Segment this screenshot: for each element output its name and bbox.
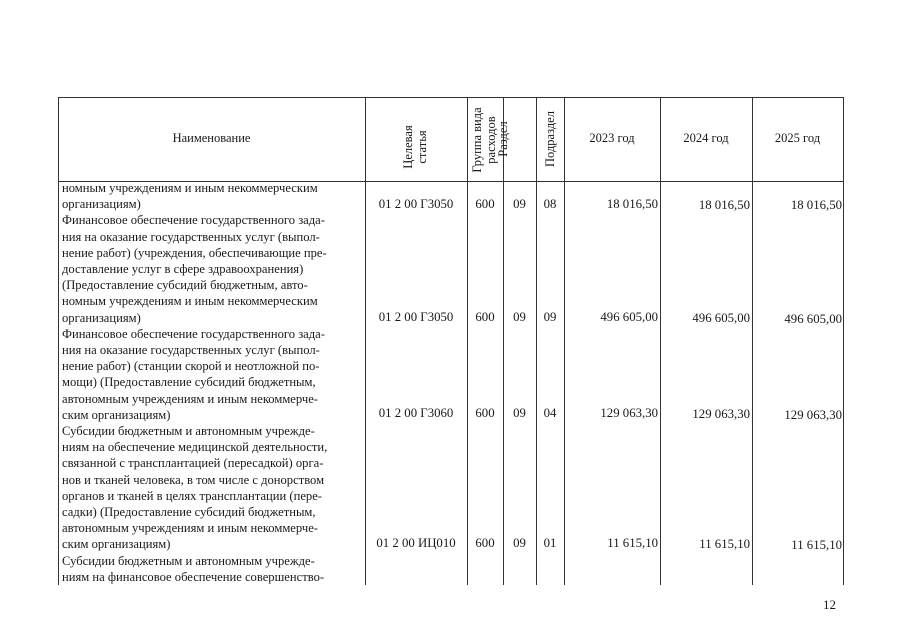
row3-target: 01 2 00 Г3060 bbox=[378, 406, 454, 420]
header-subsection: Подраздел bbox=[543, 111, 557, 167]
description-line: связанной с трансплантацией (пересадкой) орга- bbox=[62, 456, 324, 471]
col-divider-group bbox=[467, 97, 468, 585]
description-line: ния на оказание государственных услуг (выпол- bbox=[62, 229, 320, 244]
page-number: 12 bbox=[823, 597, 836, 612]
row1-2024: 18 016,50 bbox=[698, 198, 750, 212]
description-line: органов и тканей в целях трансплантации (пере- bbox=[62, 488, 322, 503]
header-group-line1: Группа вида bbox=[470, 107, 484, 173]
description-line: ниям на обеспечение медицинской деятельности, bbox=[62, 440, 328, 455]
description-line: садки) (Предоставление субсидий бюджетным, bbox=[62, 505, 316, 520]
row2-subsection: 09 bbox=[543, 310, 557, 324]
header-section: Раздел bbox=[496, 121, 510, 157]
row3-2023: 129 063,30 bbox=[600, 406, 658, 420]
description-line: ния на оказание государственных услуг (выпол- bbox=[62, 343, 320, 358]
row1-group: 600 bbox=[475, 197, 495, 211]
description-line: (Предоставление субсидий бюджетным, авто- bbox=[62, 278, 308, 293]
row3-2024: 129 063,30 bbox=[692, 407, 750, 421]
row1-subsection: 08 bbox=[543, 197, 557, 211]
col-divider-2025 bbox=[752, 97, 753, 585]
row4-2024: 11 615,10 bbox=[699, 537, 750, 551]
description-line: номным учреждениям и иным некоммерческим bbox=[62, 294, 318, 309]
row2-2025: 496 605,00 bbox=[784, 312, 842, 326]
header-year-2023: 2023 год bbox=[589, 131, 635, 145]
description-line: номным учреждениям и иным некоммерческим bbox=[62, 181, 318, 195]
row4-section: 09 bbox=[513, 536, 526, 550]
table-border-top bbox=[58, 97, 844, 98]
description-line: нение работ) (учреждения, обеспечивающие пре- bbox=[62, 245, 327, 260]
description-line: доставление услуг в сфере здравоохранения) bbox=[62, 262, 304, 277]
row1-target: 01 2 00 Г3050 bbox=[378, 197, 454, 211]
header-year-2025: 2025 год bbox=[774, 131, 821, 145]
col-divider-2023 bbox=[564, 97, 565, 585]
header-target-line1: Целевая bbox=[401, 125, 415, 169]
table-border-right bbox=[843, 97, 844, 585]
col-divider-2024 bbox=[660, 97, 661, 585]
description-line: ниям на финансовое обеспечение совершенство- bbox=[62, 569, 325, 584]
row2-2023: 496 605,00 bbox=[600, 310, 658, 324]
header-year-2024: 2024 год bbox=[683, 131, 729, 145]
description-line: Финансовое обеспечение государственного зада- bbox=[62, 213, 325, 228]
row1-section: 09 bbox=[513, 197, 526, 211]
description-line: ским организациям) bbox=[62, 407, 171, 422]
row3-section: 09 bbox=[513, 406, 526, 420]
col-divider-subsection bbox=[536, 97, 537, 585]
row2-group: 600 bbox=[475, 310, 495, 324]
row3-2025: 129 063,30 bbox=[784, 408, 842, 422]
header-target-article bbox=[401, 97, 431, 197]
description-line: автономным учреждениям и иным некоммерче- bbox=[62, 521, 318, 536]
row4-2023: 11 615,10 bbox=[607, 536, 658, 550]
row3-subsection: 04 bbox=[543, 406, 557, 420]
description-column bbox=[62, 180, 358, 585]
col-divider-section bbox=[503, 97, 504, 585]
row1-2025: 18 016,50 bbox=[790, 198, 842, 212]
header-target-line2: статья bbox=[415, 130, 429, 164]
row2-target: 01 2 00 Г3050 bbox=[378, 310, 454, 324]
description-line: организациям) bbox=[62, 197, 141, 212]
description-line: Субсидии бюджетным и автономным учрежде- bbox=[62, 424, 315, 439]
header-group-line2: расходов bbox=[484, 116, 498, 164]
table-border-left bbox=[58, 97, 59, 585]
row4-2025: 11 615,10 bbox=[791, 538, 842, 552]
col-divider-target bbox=[365, 97, 366, 585]
row4-target: 01 2 00 ИЦ010 bbox=[376, 536, 456, 550]
row3-group: 600 bbox=[475, 406, 495, 420]
description-line: Субсидии бюджетным и автономным учрежде- bbox=[62, 553, 315, 568]
header-name: Наименование bbox=[172, 131, 251, 145]
row4-subsection: 01 bbox=[543, 536, 557, 550]
description-line: мощи) (Предоставление субсидий бюджетным, bbox=[62, 375, 316, 390]
description-line: нов и тканей человека, в том числе с донорством bbox=[62, 472, 325, 487]
description-line: автономным учреждениям и иным некоммерче- bbox=[62, 391, 318, 406]
row2-2024: 496 605,00 bbox=[692, 311, 750, 325]
row1-2023: 18 016,50 bbox=[606, 197, 658, 211]
row4-group: 600 bbox=[475, 536, 495, 550]
description-line: организациям) bbox=[62, 310, 141, 325]
description-line: нение работ) (станции скорой и неотложной по- bbox=[62, 359, 320, 374]
row2-section: 09 bbox=[513, 310, 526, 324]
description-line: ским организациям) bbox=[62, 537, 171, 552]
description-line: Финансовое обеспечение государственного зада- bbox=[62, 326, 325, 341]
